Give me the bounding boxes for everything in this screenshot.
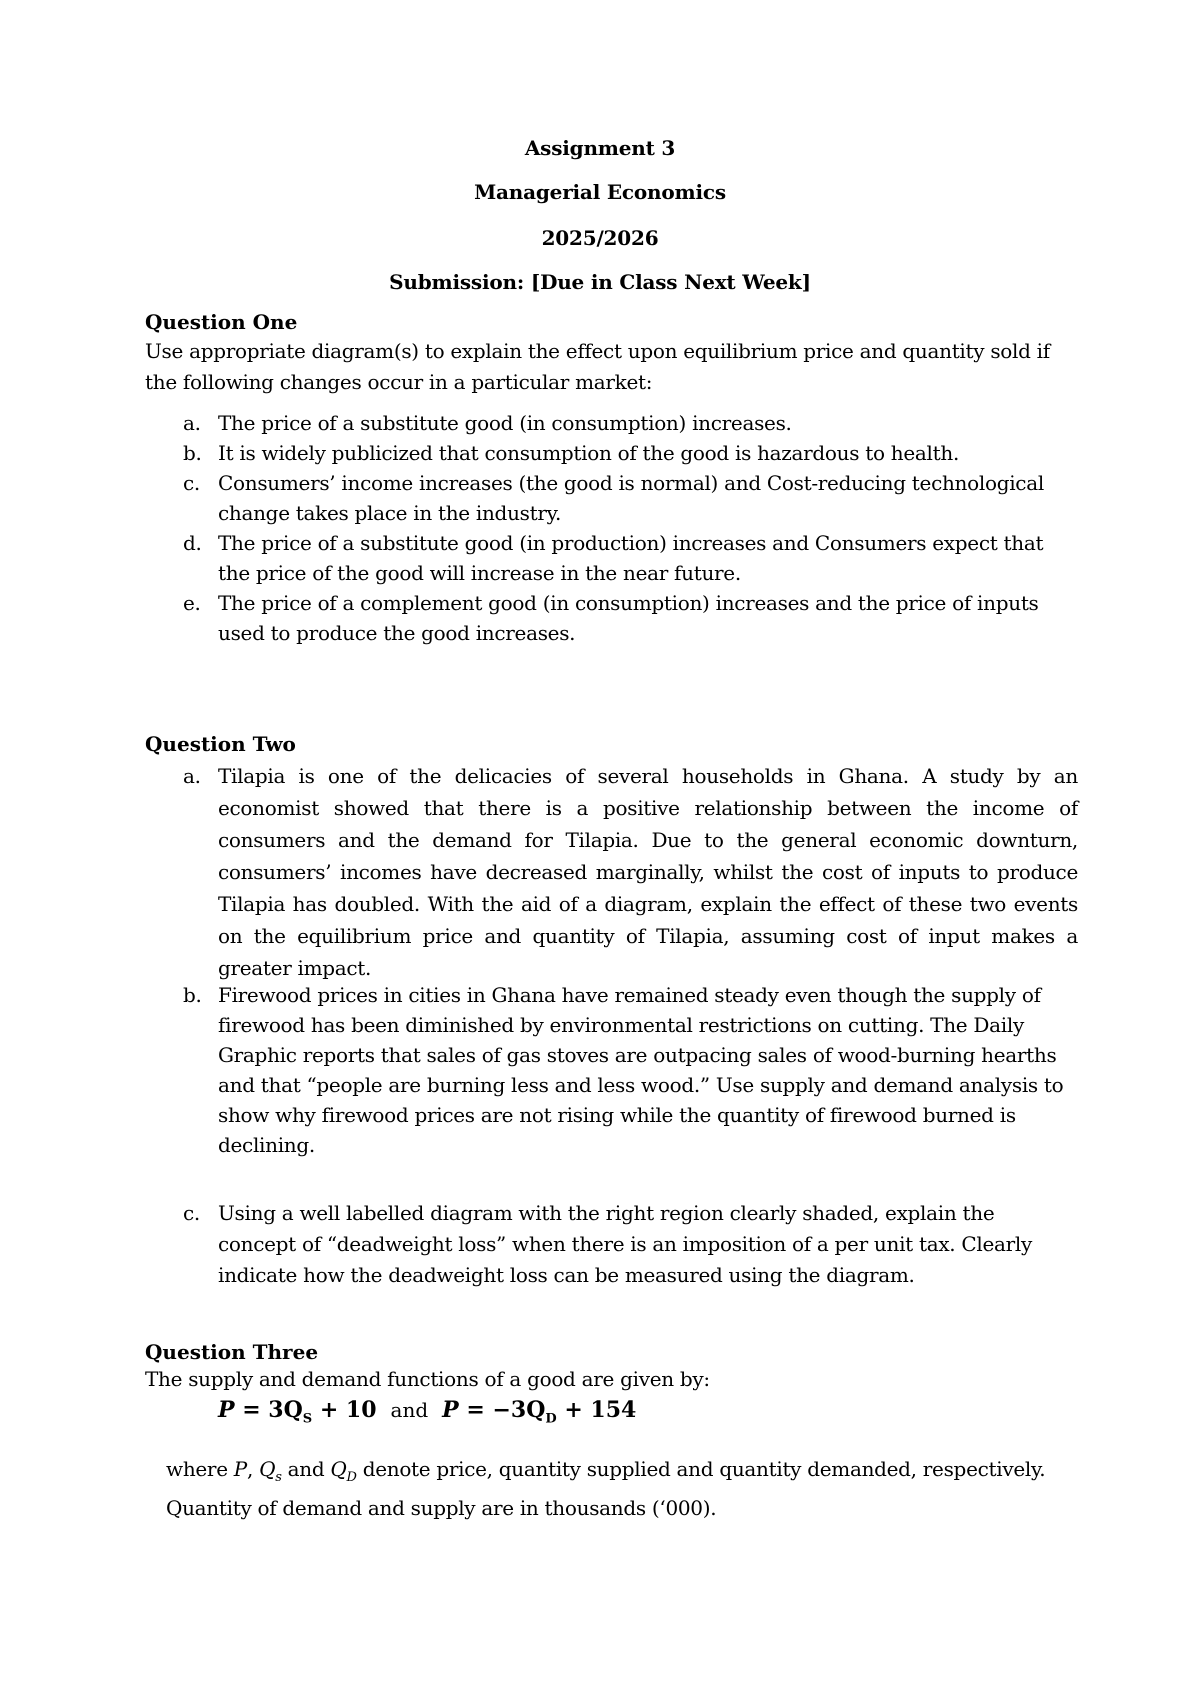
question-one-item-b [183, 438, 1078, 468]
item-text: The price of a complement good (in consumption) increases and the price of inputs used to produce the good increases. [218, 591, 1039, 645]
eq-demand-sub: D [545, 1411, 557, 1427]
where-qd-symbol: Q [330, 1457, 347, 1481]
item-text: The price of a substitute good (in consumption) increases. [218, 411, 792, 435]
item-text: It is widely publicized that consumption of the good is hazardous to health. [218, 441, 960, 465]
item-marker: a. [183, 764, 201, 788]
question-one-item-e [183, 588, 1078, 648]
eq-supply-sub: S [302, 1411, 313, 1427]
item-marker: e. [183, 591, 201, 615]
eq-demand-rhs: = −3Q [458, 1397, 546, 1423]
variable-definitions [166, 1454, 1086, 1523]
item-marker: c. [183, 1201, 200, 1225]
question-one-title: Question One [145, 310, 298, 334]
question-two-item-a [183, 760, 1078, 984]
where-price-symbol: P [233, 1457, 247, 1481]
item-text: The price of a substitute good (in production) increases and Consumers expect that the price of the good will increase in the near future. [218, 531, 1044, 585]
submission-note: Submission: [Due in Class Next Week] [389, 270, 811, 294]
eq-demand-price: P [442, 1397, 459, 1423]
item-marker: a. [183, 411, 201, 435]
item-text: Consumers’ income increases (the good is normal) and Cost-reducing technological change takes place in the industry. [218, 471, 1044, 525]
item-text: Using a well labelled diagram with the right region clearly shaded, explain the concept of “deadweight loss” when there is an imposition of a per unit tax. Clearly indicate how the deadweight loss can be measured using the diagram. [218, 1201, 1033, 1287]
academic-year: 2025/2026 [541, 226, 659, 250]
question-three-intro: The supply and demand functions of a good are given by: [145, 1367, 710, 1391]
question-three-title: Question Three [145, 1340, 319, 1364]
question-one-item-c [183, 468, 1078, 528]
where-text-3: and [281, 1457, 331, 1481]
eq-and: and [390, 1398, 429, 1422]
where-qs-symbol: Q [259, 1457, 276, 1481]
item-marker: b. [183, 441, 202, 465]
question-two-item-c [183, 1198, 1078, 1291]
question-one-item-a [183, 408, 1078, 438]
question-two-item-b [183, 980, 1078, 1160]
where-text-4: denote price, quantity supplied and quantity demanded, respectively. [356, 1457, 1046, 1481]
eq-supply-rhs: = 3Q [234, 1397, 303, 1423]
course-name: Managerial Economics [474, 180, 726, 204]
supply-demand-equations [218, 1394, 636, 1435]
item-marker: d. [183, 531, 202, 555]
where-qs-sub: s [275, 1470, 282, 1485]
question-one-intro: Use appropriate diagram(s) to explain the effect upon equilibrium price and quantity sold if the following changes occur in a particular market: [145, 339, 1050, 394]
question-one-item-d [183, 528, 1078, 588]
eq-supply-price: P [218, 1397, 235, 1423]
where-text-2: , [246, 1457, 260, 1481]
item-text: Firewood prices in cities in Ghana have remained steady even though the supply of firewood has been diminished by environmental restrictions on cutting. The Daily Graphic reports that sales of gas stoves are outpacing sales of wood-burning hearths and that “people are burning less and less wood.” Use supply and demand analysis to show why firewood prices are not rising while the quantity of firewood burned is declining. [218, 983, 1064, 1157]
where-text-5: Quantity of demand and supply are in thousands (‘000). [166, 1496, 717, 1520]
where-text-1: where [166, 1457, 234, 1481]
assignment-title: Assignment 3 [524, 136, 676, 160]
eq-supply-const: + 10 [312, 1397, 377, 1423]
item-marker: c. [183, 471, 200, 495]
item-marker: b. [183, 983, 202, 1007]
eq-demand-const: + 154 [556, 1397, 637, 1423]
question-two-title: Question Two [145, 732, 296, 756]
where-qd-sub: D [346, 1470, 357, 1485]
item-text: Tilapia is one of the delicacies of several households in Ghana. A study by an economist showed that there is a positive relationship between the income of consumers and the demand for Tilapia. Due to the general economic downturn, consumers’ incomes have decreased marginally, whilst the cost of inputs to produce Tilapia has doubled. With the aid of a diagram, explain the effect of these two events on the equilibrium price and quantity of Tilapia, assuming cost of input makes a greater impact. [218, 764, 1078, 980]
